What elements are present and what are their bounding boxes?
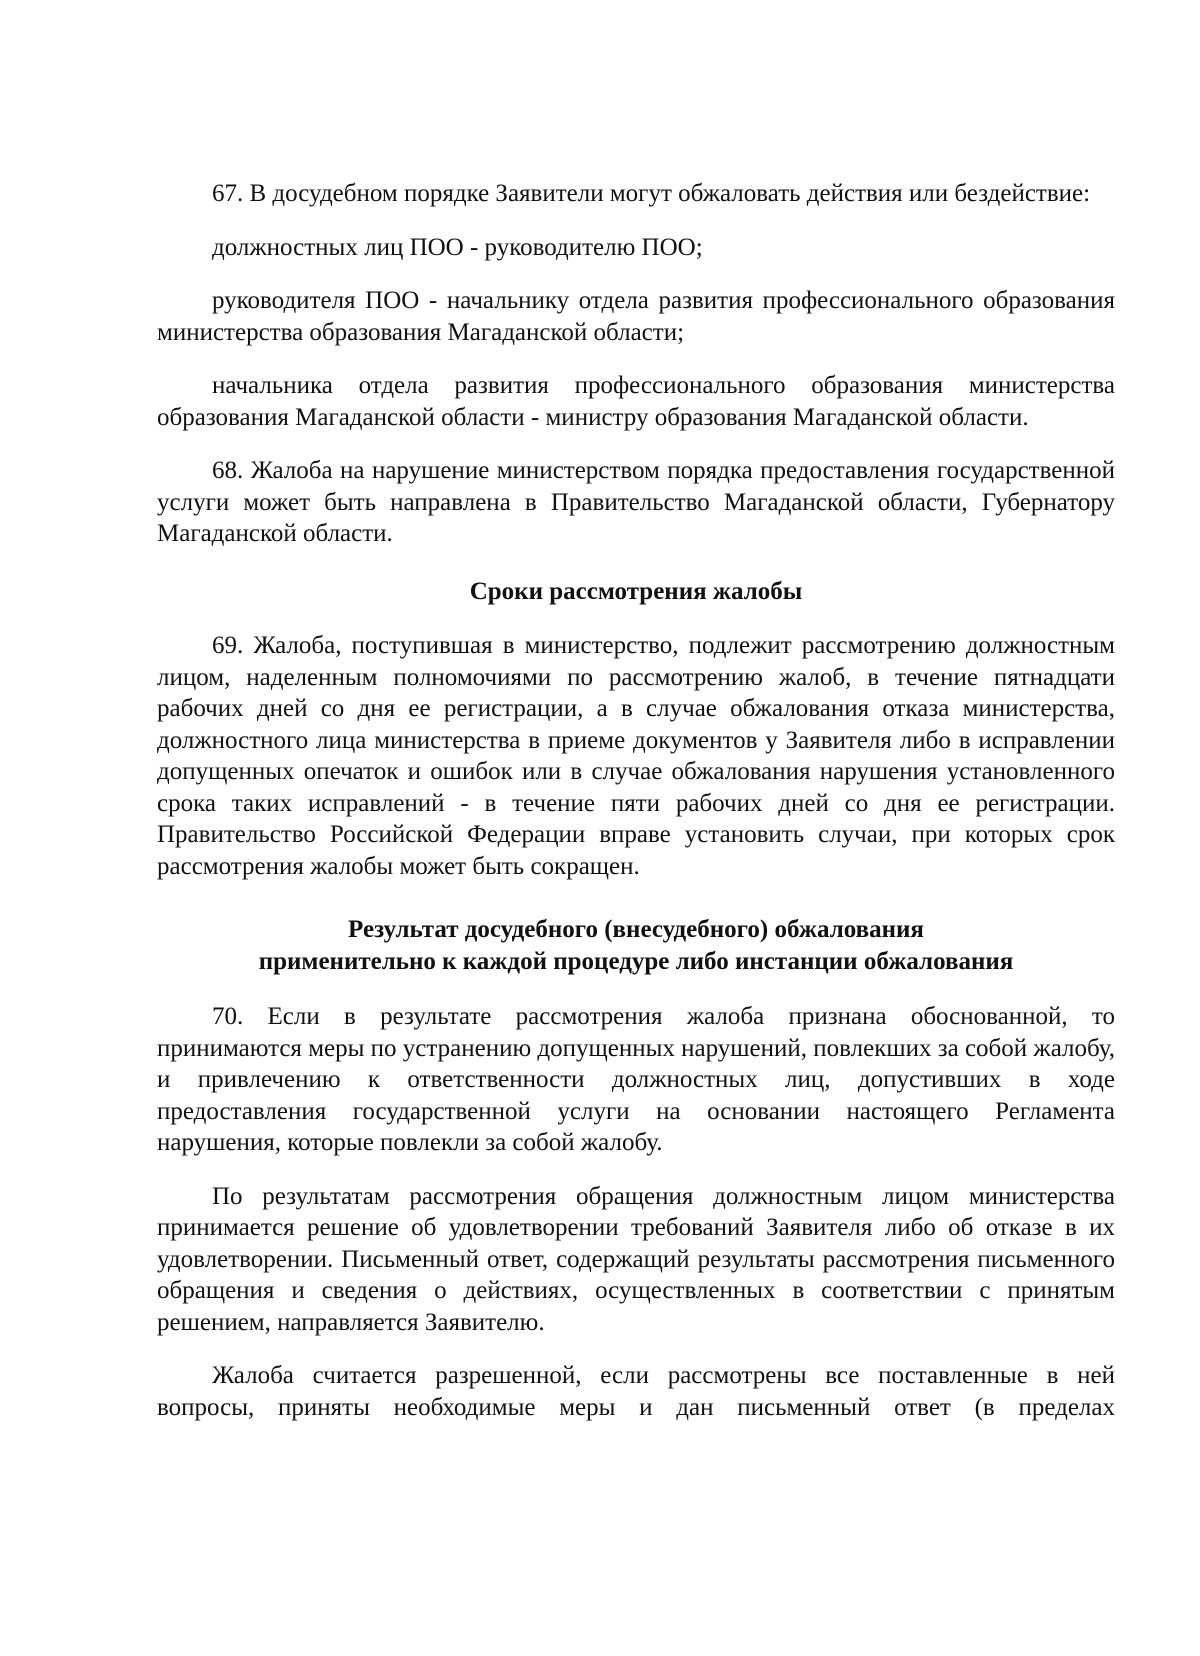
paragraph-70: 70. Если в результате рассмотрения жалоба признана обоснованной, то принимаются меры по устранению допущенных нарушений, повлекших за собой жалобу, и привлечению к ответственности должностных лиц, допустивших в ходе предоставления государственной услуги на основании настоящего Регламента нарушения, которые повлекли за собой жалобу. [157,1003,1115,1156]
heading-result-line1: Результат досудебного (внесудебного) обжалования [348,916,924,943]
paragraph-67: 67. В досудебном порядке Заявители могут обжаловать действия или бездействие: [212,180,1091,207]
paragraph-70-resolved: Жалоба считается разрешенной, если рассмотрены все поставленные в ней вопросы, приняты необходимые меры и дан письменный ответ (в пределах [157,1362,1115,1421]
paragraph-68: 68. Жалоба на нарушение министерством порядка предоставления государственной услуги может быть направлена в Правительство Магаданской области, Губернатору Магаданской области. [157,457,1115,547]
paragraph-67-item-a: должностных лиц ПОО - руководителю ПОО; [212,233,703,261]
paragraph-70-decision: По результатам рассмотрения обращения должностным лицом министерства принимается решение об удовлетворении требований Заявителя либо об отказе в их удовлетворении. Письменный ответ, содержащий результаты рассмотрения письменного обращения и сведения о действиях, осуществленных в соответствии с принятым решением, направляется Заявителю. [157,1182,1115,1336]
paragraph-69: 69. Жалоба, поступившая в министерство, подлежит рассмотрению должностным лицом, наделенным полномочиями по рассмотрению жалоб, в течение пятнадцати рабочих дней со дня ее регистрации, а в случае обжалования отказа министерства, должностного лица министерства в приеме документов у Заявителя либо в исправлении допущенных опечаток и ошибок или в случае обжалования нарушения установленного срока таких исправлений - в течение пяти рабочих дней со дня ее регистрации. Правительство Российской Федерации вправе установить случаи, при которых срок рассмотрения жалобы может быть сокращен. [157,632,1115,880]
heading-result-line2: применительно к каждой процедуре либо инстанции обжалования [258,947,1014,975]
paragraph-67-item-b: руководителя ПОО - начальнику отдела развития профессионального образования министерства образования Магаданской области; [157,287,1115,346]
document-page [157,178,1115,1423]
paragraph-67-item-c: начальника отдела развития профессионального образования министерства образования Магаданской области - министру образования Магаданской области. [157,372,1115,431]
heading-terms: Сроки рассмотрения жалобы [469,577,803,605]
heading-result [157,914,1115,977]
